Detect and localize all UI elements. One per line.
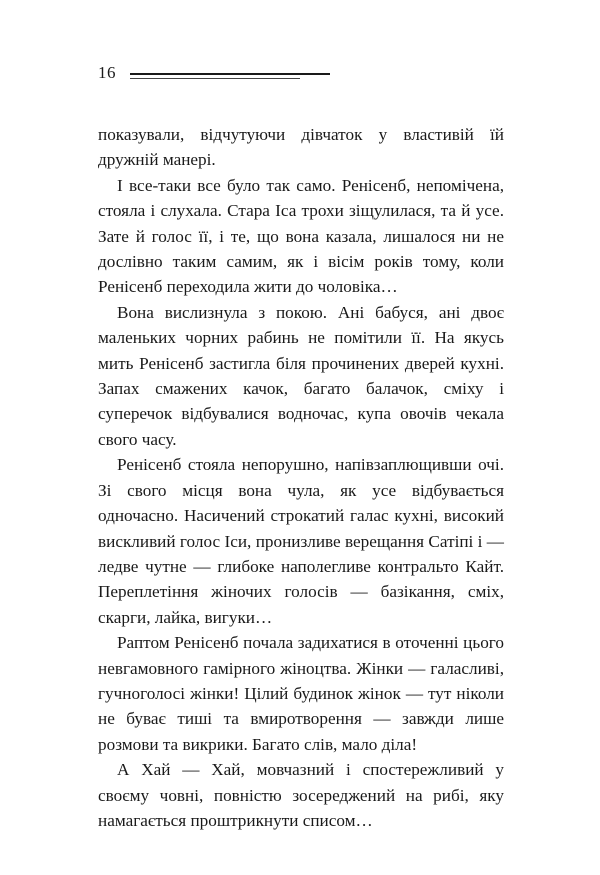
text-body bbox=[98, 122, 504, 833]
header-rule-thick-line bbox=[130, 73, 330, 75]
header-rule-thin-line bbox=[130, 78, 300, 79]
header-rule bbox=[130, 73, 330, 81]
paragraph-6: А Хай — Хай, мовчазний і спостережливий у своєму човні, повністю зосереджений на рибі, яку намагається проштрикнути списом… bbox=[98, 760, 504, 830]
paragraph-5: Раптом Ренісенб почала задихатися в оточенні цього невгамовного гамірного жіноцтва. Жінки — галасливі, гучноголосі жінки! Цілий будинок жінок — тут ніколи не буває тиші та вмиротворення — завжди лише розмови та викрики. Багато слів, мало діла! bbox=[98, 633, 504, 754]
page-number: 16 bbox=[98, 63, 116, 82]
paragraph-3: Вона вислизнула з покою. Ані бабуся, ані двоє маленьких чорних рабинь не помітили її. На якусь мить Ренісенб застигла біля прочинених дверей кухні. Запах смажених качок, багато балачок, сміху і суперечок відбувалися водночас, купа овочів чекала свого часу. bbox=[98, 302, 504, 449]
paragraph-4: Ренісенб стояла непорушно, напівзаплющивши очі. Зі свого місця вона чула, як усе відбувається одночасно. Насичений строкатий галас кухні, високий вискливий голос Іси, пронизливе верещання Сатіпі і — ледве чутне — глибоке наполегливе контральто Кайт. Переплетіння жіночих голосів — базікання, сміх, скарги, лайка, вигуки… bbox=[98, 455, 504, 627]
paragraph-1: показували, відчутуючи дівчаток у властивій їй дружній манері. bbox=[98, 125, 504, 170]
paragraph-2: І все-таки все було так само. Ренісенб, непомічена, стояла і слухала. Стара Іса трохи зіщулилася, та й усе. Зате й голос її, і те, що вона казала, лишалося ни не дослівно таким самим, як і вісім років тому, коли Ренісенб переходила жити до чоловіка… bbox=[98, 175, 504, 297]
